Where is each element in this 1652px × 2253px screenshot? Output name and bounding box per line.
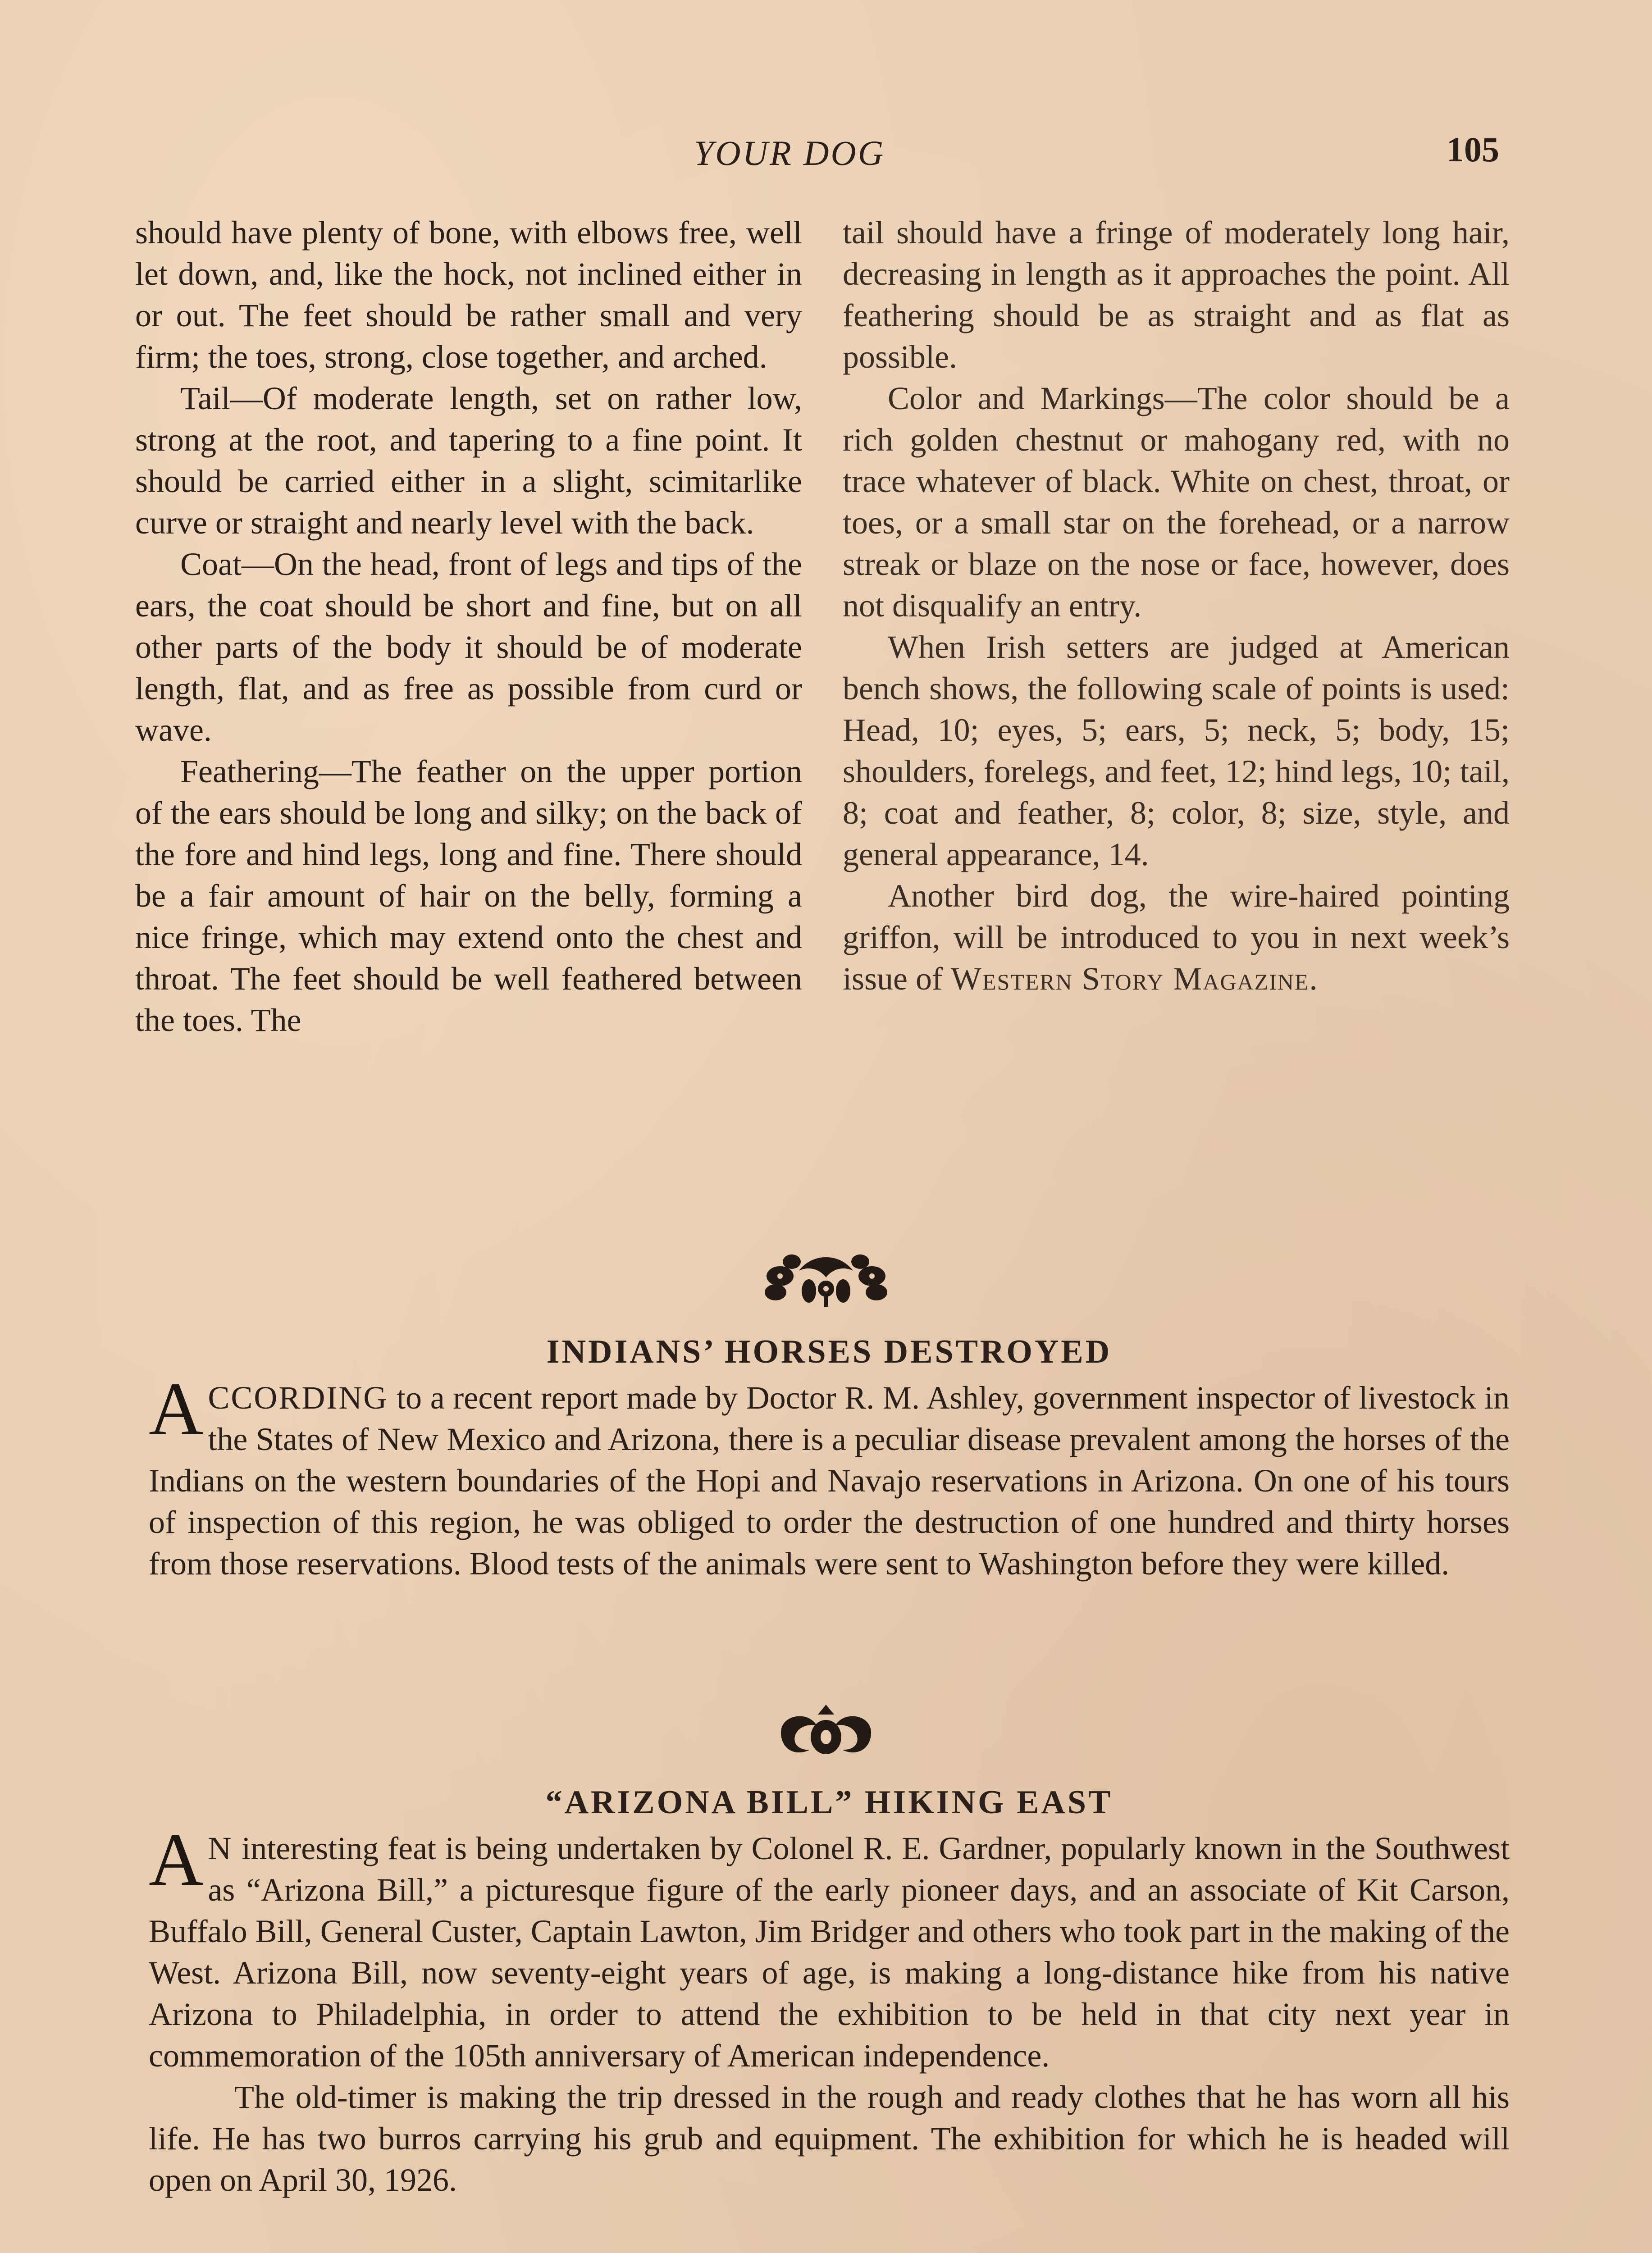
article-headline: “ARIZONA BILL” HIKING EAST [545,1784,1113,1821]
column-paragraph: Feathering—The feather on the upper portion of the ears should be long and silky; on the back of the fore and hind legs, long and fine. There should be a fair amount of hair on the belly, forming a nice fringe, which may extend onto the chest and throat. The feet should be well feathered between the toes. The [135,753,802,1038]
article-text: to a recent report made by Doctor R. M. Ashley, government inspector of livestock in the States of New Mexico and Arizona, there is a peculiar disease prevalent among the horses of the Indians on the western boundaries of the Hopi and Navajo reservations in Arizona. On one of his tours of inspection of this region, he was obliged to order the destruction of one hundred and thirty horses from those reservations. Blood tests of the animals were sent to Washington before they were killed. [149,1380,1510,1582]
article-paragraph [149,1367,1510,1584]
left-column [135,212,802,1041]
article-text: interesting feat is being undertaken by Colonel R. E. Gardner, popularly known in the Southwest as “Arizona Bill,” a picturesque figure of the early pioneer days, and an associate of Kit Carson, Buffalo Bill, General Custer, Captain Lawton, Jim Bridger and others who took part in the making of the West. Arizona Bill, now seventy-eight years of age, is making a long-distance hike from his native Arizona to Philadelphia, in order to attend the exhibition to be held in that city next year in commemoration of the 105th anniversary of American independence. [149,1830,1510,2074]
article-arizona-bill [149,1780,1510,2201]
column-paragraph: tail should have a fringe of moderately long hair, decreasing in length as it approaches the point. All feathering should be as straight and as flat as possible. [843,214,1510,375]
article-paragraph: The old-timer is making the trip dressed in the rough and ready clothes that he has worn all his life. He has two burros carrying his grub and equipment. The exhibition for which he is headed will open on April 30, 1926. [149,2079,1510,2198]
column-text: . [1309,961,1318,997]
running-title: YOUR DOG [694,133,885,173]
drop-cap: A [149,1818,204,1902]
running-head [0,130,1652,173]
column-paragraph [843,875,1510,999]
column-paragraph: should have plenty of bone, with elbows free, well let down, and, like the hock, not inclined either in or out. The feet should be rather small and very firm; the toes, strong, close together, and arched. [135,214,802,375]
article-body [149,1367,1510,1584]
article-headline: INDIANS’ HORSES DESTROYED [546,1333,1112,1370]
right-column [843,212,1510,999]
two-column-article [135,212,1510,1217]
floral-ornament-icon [0,1244,1652,1313]
drop-cap: A [149,1367,204,1451]
column-text: Another bird dog, the wire-haired pointing griffon, will be introduced to you in next week’s issue of [843,878,1510,997]
lead-word: CCORDING [208,1380,388,1416]
lead-word: N [208,1830,233,1866]
column-paragraph: Tail—Of moderate length, set on rather low, strong at the root, and tapering to a fine point. It should be carried either in a slight, scimitarlike curve or straight and nearly level with the back. [135,380,802,541]
magazine-name: Western Story Magazine [950,961,1310,997]
leaf-ornament-icon [0,1701,1652,1762]
article-paragraph [149,1818,1510,2076]
page-number: 105 [1447,130,1499,169]
article-body [149,1818,1510,2201]
column-paragraph: Coat—On the head, front of legs and tips of the ears, the coat should be short and fine, but on all other parts of the body it should be of moderate length, flat, and as free as possible from curd or wave. [135,546,802,748]
column-paragraph: When Irish setters are judged at American bench shows, the following scale of points is used: Head, 10; eyes, 5; ears, 5; neck, 5; body, 15; shoulders, forelegs, and feet, 12; hind legs, 10; tail, 8; coat and feather, 8; color, 8; size, style, and general appearance, 14. [843,629,1510,872]
article-indians-horses [149,1329,1510,1584]
column-paragraph: Color and Markings—The color should be a rich golden chestnut or mahogany red, with no trace whatever of black. White on chest, throat, or toes, or a small star on the forehead, or a narrow streak or blaze on the nose or face, however, does not disqualify an entry. [843,380,1510,624]
